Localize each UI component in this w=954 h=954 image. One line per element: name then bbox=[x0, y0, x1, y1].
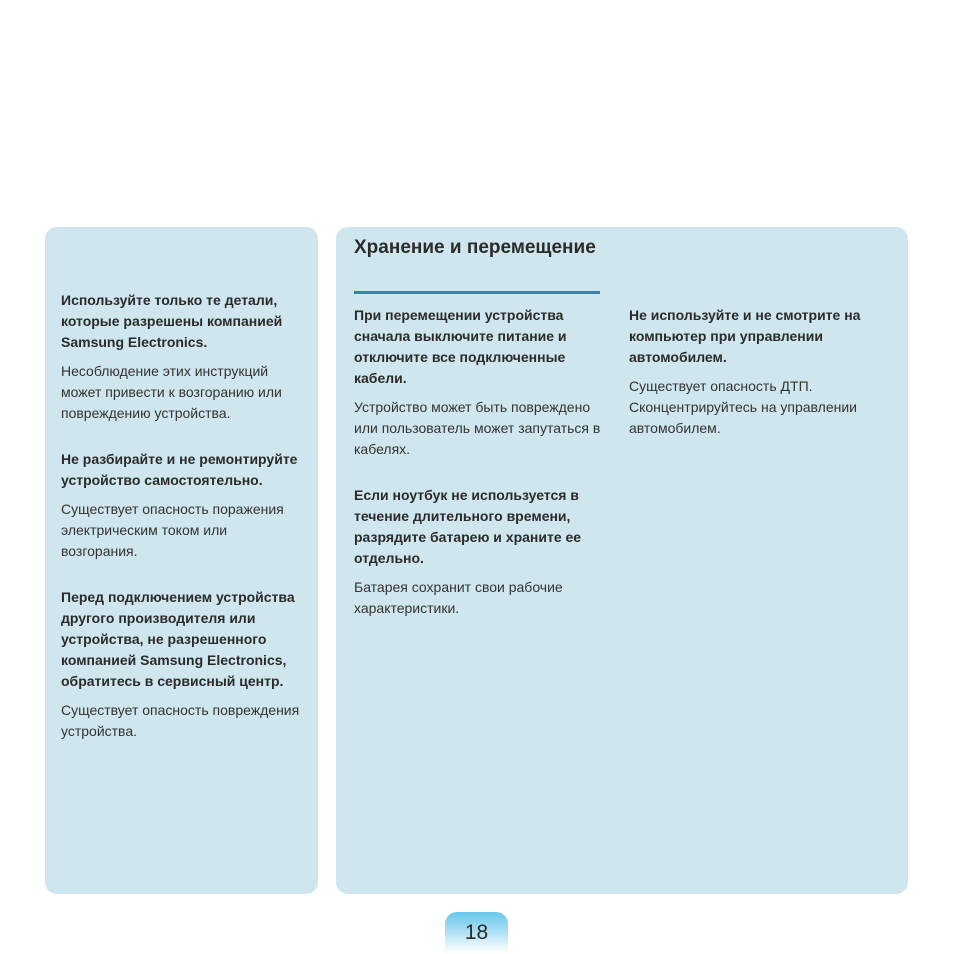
right-panel bbox=[336, 227, 908, 894]
item-text: Несоблюдение этих инструкций может привести к возгоранию или повреждению устройства. bbox=[61, 363, 282, 421]
list-item bbox=[61, 449, 306, 562]
item-title: Не разбирайте и не ремонтируйте устройство самостоятельно. bbox=[61, 451, 298, 488]
item-text: Устройство может быть повреждено или пользователь может запутаться в кабелях. bbox=[354, 399, 601, 457]
page-number: 18 bbox=[445, 912, 508, 954]
item-title: Используйте только те детали, которые разрешены компанией Samsung Electronics. bbox=[61, 292, 283, 350]
item-title: Не используйте и не смотрите на компьютер при управлении автомобилем. bbox=[629, 307, 861, 365]
section-title: Хранение и перемещение bbox=[354, 237, 596, 258]
list-item bbox=[629, 305, 889, 439]
item-title: При перемещении устройства сначала выключите питание и отключите все подключенные кабели. bbox=[354, 307, 567, 386]
item-title: Если ноутбук не используется в течение длительного времени, разрядите батарею и храните ее отдельно. bbox=[354, 487, 582, 566]
list-item bbox=[61, 290, 306, 424]
item-title: Перед подключением устройства другого производителя или устройства, не разрешенного компанией Samsung Electronics, обратитесь в сервисный центр. bbox=[61, 589, 295, 689]
item-text: Существует опасность поражения электрическим током или возгорания. bbox=[61, 501, 284, 559]
list-item bbox=[354, 305, 606, 460]
right-column-1 bbox=[354, 305, 606, 644]
right-column-2 bbox=[629, 305, 889, 464]
item-text: Существует опасность ДТП. Сконцентрируйтесь на управлении автомобилем. bbox=[629, 378, 857, 436]
list-item bbox=[354, 485, 606, 619]
left-panel bbox=[45, 227, 318, 894]
item-text: Существует опасность повреждения устройства. bbox=[61, 702, 300, 739]
section-divider bbox=[354, 291, 600, 294]
item-text: Батарея сохранит свои рабочие характеристики. bbox=[354, 579, 563, 616]
left-column bbox=[61, 290, 306, 767]
list-item bbox=[61, 587, 306, 742]
